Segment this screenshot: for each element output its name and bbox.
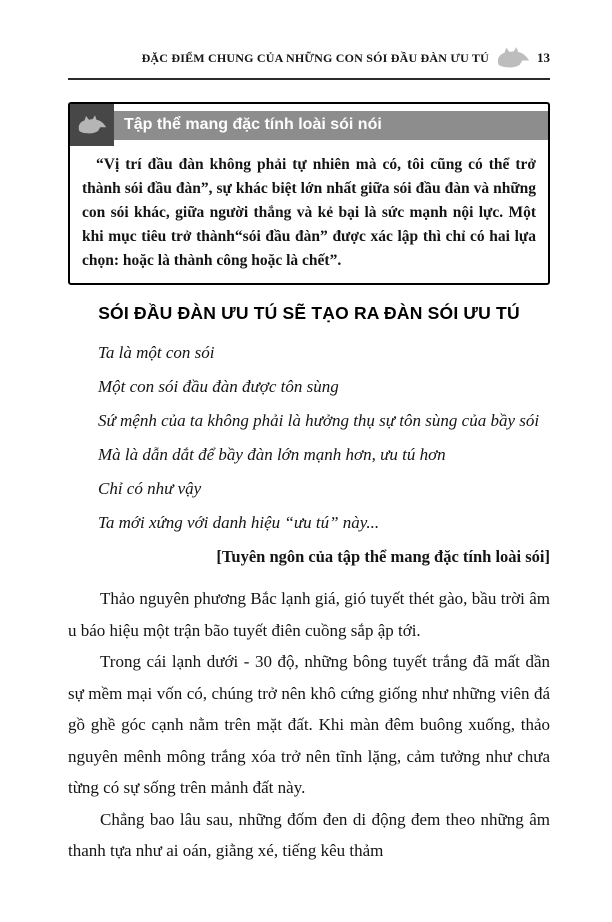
page-number: 13	[537, 50, 550, 65]
paragraph: Trong cái lạnh dưới - 30 độ, những bông tuyết trắng đã mất dần sự mềm mại vốn có, chúng trở nên khô cứng giống như những viên đá gồ ghề góc cạnh nằm trên mặt đất. Khi màn đêm buông xuống, thảo nguyên mênh mông trắng xóa trở nên tĩnh lặng, cảm tưởng như chưa từng có sự sống trên mảnh đất này.	[68, 652, 550, 797]
callout-title: Tập thể mang đặc tính loài sói nói	[114, 111, 548, 140]
section-heading: SÓI ĐẦU ĐÀN ƯU TÚ SẼ TẠO RA ĐÀN SÓI ƯU TÚ	[98, 303, 520, 323]
poem-line: Sứ mệnh của ta không phải là hưởng thụ sự tôn sùng của bầy sói	[98, 411, 540, 430]
callout-header	[70, 104, 548, 146]
poem	[68, 336, 550, 540]
paragraph: Chẳng bao lâu sau, những đốm đen di động đem theo những âm thanh tựa như ai oán, giằng xé, tiếng kêu thảm	[68, 809, 550, 860]
poem-line: Mà là dẫn dắt để bầy đàn lớn mạnh hơn, ưu tú hơn	[98, 445, 446, 464]
poem-line: Chỉ có như vậy	[98, 479, 202, 498]
callout-quote: “Vị trí đầu đàn không phải tự nhiên mà có, tôi cũng có thể trở thành sói đầu đàn”, sự khác biệt lớn nhất giữa sói đầu đàn và những con sói khác, giữa người thắng và kẻ bại là sức mạnh nội lực. Một khi mục tiêu trở thành“sói đầu đàn” được xác lập thì chỉ có hai lựa chọn: hoặc là thành công hoặc là chết”.	[82, 156, 536, 269]
wolf-icon	[70, 104, 114, 146]
poem-line: Ta là một con sói	[98, 343, 215, 362]
quote-callout	[68, 102, 550, 285]
body-text	[68, 583, 550, 867]
running-header-title: ĐẶC ĐIỂM CHUNG CỦA NHỮNG CON SÓI ĐẦU ĐÀN ƯU TÚ	[141, 50, 489, 65]
poem-attribution: [Tuyên ngôn của tập thể mang đặc tính loài sói]	[216, 547, 550, 566]
paragraph: Thảo nguyên phương Bắc lạnh giá, gió tuyết thét gào, bầu trời âm u báo hiệu một trận bão tuyết điên cuồng sắp ập tới.	[68, 589, 550, 640]
wolf-icon	[496, 46, 530, 70]
poem-line: Một con sói đầu đàn được tôn sùng	[98, 377, 339, 396]
poem-line: Ta mới xứng với danh hiệu “ưu tú” này...	[98, 513, 380, 532]
page-header	[68, 46, 550, 80]
